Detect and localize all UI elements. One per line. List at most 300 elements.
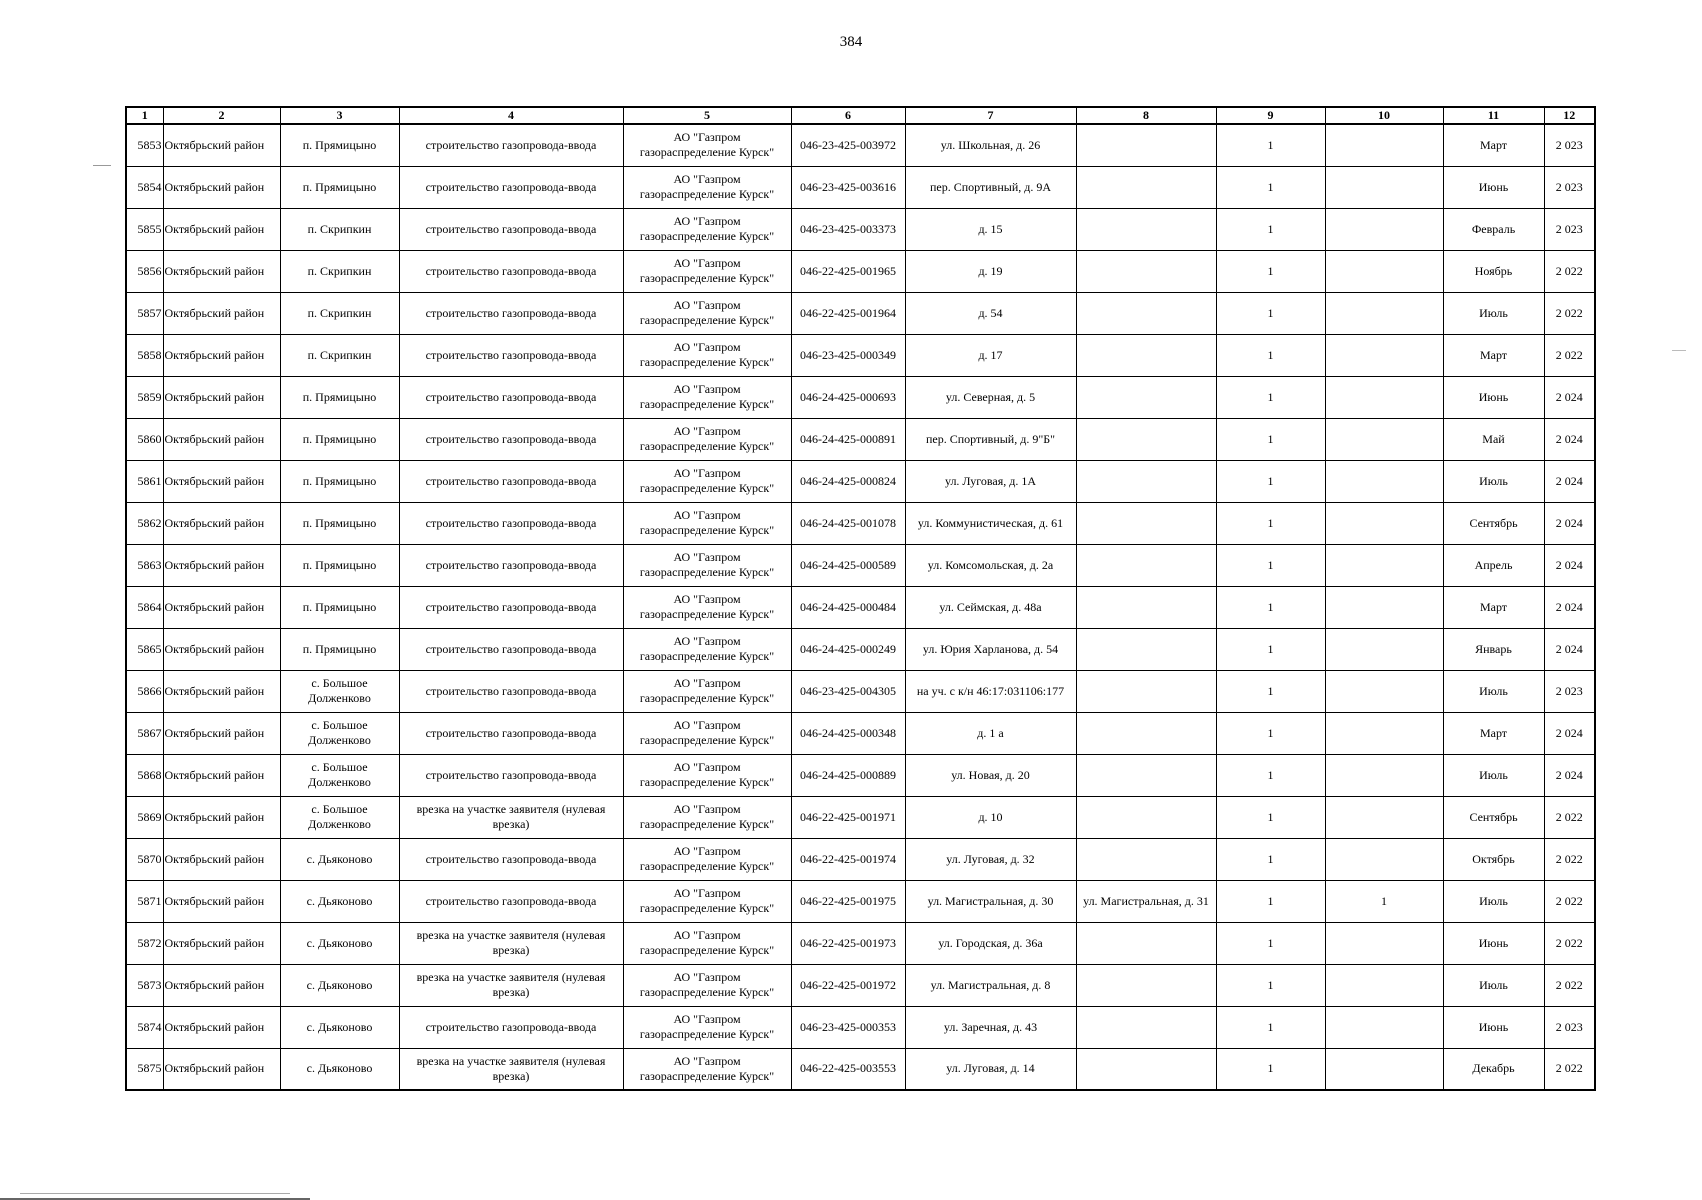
organization-cell: АО "Газпром газораспределение Курск"	[623, 922, 791, 964]
quantity-cell: 1	[1216, 544, 1325, 586]
district-cell: Октябрьский район	[163, 334, 280, 376]
column-header: 2	[163, 107, 280, 124]
address-cell: ул. Заречная, д. 43	[905, 1006, 1076, 1048]
settlement-cell: с. Дьяконово	[280, 1006, 399, 1048]
row-number-cell: 5873	[126, 964, 163, 1006]
organization-cell: АО "Газпром газораспределение Курск"	[623, 712, 791, 754]
table-row	[126, 334, 1595, 376]
work-type-cell: строительство газопровода-ввода	[399, 670, 623, 712]
organization-cell: АО "Газпром газораспределение Курск"	[623, 838, 791, 880]
table-row	[126, 502, 1595, 544]
work-type-cell: строительство газопровода-ввода	[399, 838, 623, 880]
work-type-cell: врезка на участке заявителя (нулевая врезка)	[399, 1048, 623, 1090]
row-number-cell: 5862	[126, 502, 163, 544]
organization-cell: АО "Газпром газораспределение Курск"	[623, 796, 791, 838]
additional-address-cell	[1076, 124, 1216, 166]
settlement-cell: с. Большое Долженково	[280, 670, 399, 712]
row-number-cell: 5856	[126, 250, 163, 292]
month-cell: Июль	[1443, 964, 1544, 1006]
application-code-cell: 046-24-425-000589	[791, 544, 905, 586]
year-cell: 2 022	[1544, 334, 1595, 376]
month-cell: Июль	[1443, 460, 1544, 502]
row-number-cell: 5863	[126, 544, 163, 586]
work-type-cell: строительство газопровода-ввода	[399, 586, 623, 628]
additional-address-cell	[1076, 628, 1216, 670]
row-number-cell: 5875	[126, 1048, 163, 1090]
row-number-cell: 5860	[126, 418, 163, 460]
quantity-cell: 1	[1216, 880, 1325, 922]
year-cell: 2 023	[1544, 208, 1595, 250]
district-cell: Октябрьский район	[163, 796, 280, 838]
district-cell: Октябрьский район	[163, 166, 280, 208]
address-cell: ул. Сеймская, д. 48а	[905, 586, 1076, 628]
quantity-cell: 1	[1216, 628, 1325, 670]
table-row	[126, 712, 1595, 754]
work-type-cell: строительство газопровода-ввода	[399, 166, 623, 208]
column-header: 12	[1544, 107, 1595, 124]
quantity-cell: 1	[1216, 166, 1325, 208]
address-cell: ул. Новая, д. 20	[905, 754, 1076, 796]
column-number-header-row	[126, 107, 1595, 124]
district-cell: Октябрьский район	[163, 754, 280, 796]
month-cell: Июнь	[1443, 376, 1544, 418]
address-cell: пер. Спортивный, д. 9"Б"	[905, 418, 1076, 460]
application-code-cell: 046-22-425-001972	[791, 964, 905, 1006]
additional-address-cell	[1076, 292, 1216, 334]
year-cell: 2 022	[1544, 250, 1595, 292]
additional-address-cell	[1076, 460, 1216, 502]
year-cell: 2 022	[1544, 796, 1595, 838]
month-cell: Сентябрь	[1443, 796, 1544, 838]
address-cell: д. 15	[905, 208, 1076, 250]
address-cell: ул. Школьная, д. 26	[905, 124, 1076, 166]
year-cell: 2 022	[1544, 292, 1595, 334]
row-number-cell: 5871	[126, 880, 163, 922]
address-cell: д. 10	[905, 796, 1076, 838]
scan-artifact-edge	[20, 1193, 290, 1194]
work-type-cell: строительство газопровода-ввода	[399, 628, 623, 670]
row-number-cell: 5866	[126, 670, 163, 712]
additional-quantity-cell	[1325, 670, 1443, 712]
additional-address-cell	[1076, 922, 1216, 964]
year-cell: 2 023	[1544, 166, 1595, 208]
column-header: 1	[126, 107, 163, 124]
additional-quantity-cell	[1325, 544, 1443, 586]
column-header: 8	[1076, 107, 1216, 124]
quantity-cell: 1	[1216, 208, 1325, 250]
additional-quantity-cell	[1325, 586, 1443, 628]
table-row	[126, 838, 1595, 880]
quantity-cell: 1	[1216, 922, 1325, 964]
district-cell: Октябрьский район	[163, 586, 280, 628]
address-cell: д. 1 а	[905, 712, 1076, 754]
settlement-cell: п. Скрипкин	[280, 292, 399, 334]
table-row	[126, 796, 1595, 838]
settlement-cell: с. Дьяконово	[280, 922, 399, 964]
row-number-cell: 5870	[126, 838, 163, 880]
month-cell: Октябрь	[1443, 838, 1544, 880]
application-code-cell: 046-24-425-001078	[791, 502, 905, 544]
address-cell: ул. Магистральная, д. 30	[905, 880, 1076, 922]
address-cell: пер. Спортивный, д. 9А	[905, 166, 1076, 208]
address-cell: ул. Комсомольская, д. 2а	[905, 544, 1076, 586]
additional-quantity-cell	[1325, 166, 1443, 208]
additional-quantity-cell	[1325, 250, 1443, 292]
additional-address-cell	[1076, 1006, 1216, 1048]
address-cell: ул. Луговая, д. 1А	[905, 460, 1076, 502]
additional-quantity-cell	[1325, 376, 1443, 418]
row-number-cell: 5859	[126, 376, 163, 418]
settlement-cell: п. Прямицыно	[280, 544, 399, 586]
address-cell: на уч. с к/н 46:17:031106:177	[905, 670, 1076, 712]
scan-artifact-line	[93, 165, 111, 166]
month-cell: Март	[1443, 586, 1544, 628]
column-header: 4	[399, 107, 623, 124]
application-code-cell: 046-24-425-000484	[791, 586, 905, 628]
address-cell: ул. Магистральная, д. 8	[905, 964, 1076, 1006]
additional-address-cell	[1076, 502, 1216, 544]
row-number-cell: 5869	[126, 796, 163, 838]
month-cell: Февраль	[1443, 208, 1544, 250]
year-cell: 2 024	[1544, 712, 1595, 754]
district-cell: Октябрьский район	[163, 1006, 280, 1048]
organization-cell: АО "Газпром газораспределение Курск"	[623, 754, 791, 796]
work-type-cell: строительство газопровода-ввода	[399, 250, 623, 292]
district-cell: Октябрьский район	[163, 460, 280, 502]
additional-quantity-cell	[1325, 964, 1443, 1006]
address-cell: д. 54	[905, 292, 1076, 334]
quantity-cell: 1	[1216, 334, 1325, 376]
year-cell: 2 024	[1544, 754, 1595, 796]
additional-quantity-cell	[1325, 1048, 1443, 1090]
year-cell: 2 024	[1544, 544, 1595, 586]
column-header: 7	[905, 107, 1076, 124]
organization-cell: АО "Газпром газораспределение Курск"	[623, 208, 791, 250]
quantity-cell: 1	[1216, 712, 1325, 754]
table-row	[126, 544, 1595, 586]
month-cell: Сентябрь	[1443, 502, 1544, 544]
settlement-cell: п. Прямицыно	[280, 376, 399, 418]
additional-address-cell	[1076, 376, 1216, 418]
organization-cell: АО "Газпром газораспределение Курск"	[623, 880, 791, 922]
table-row	[126, 208, 1595, 250]
settlement-cell: с. Дьяконово	[280, 1048, 399, 1090]
work-type-cell: врезка на участке заявителя (нулевая врезка)	[399, 796, 623, 838]
column-header: 11	[1443, 107, 1544, 124]
application-code-cell: 046-24-425-000891	[791, 418, 905, 460]
column-header: 6	[791, 107, 905, 124]
year-cell: 2 024	[1544, 586, 1595, 628]
application-code-cell: 046-22-425-001964	[791, 292, 905, 334]
additional-address-cell	[1076, 796, 1216, 838]
district-cell: Октябрьский район	[163, 880, 280, 922]
quantity-cell: 1	[1216, 754, 1325, 796]
row-number-cell: 5858	[126, 334, 163, 376]
year-cell: 2 023	[1544, 1006, 1595, 1048]
application-code-cell: 046-23-425-003373	[791, 208, 905, 250]
additional-address-cell	[1076, 208, 1216, 250]
quantity-cell: 1	[1216, 250, 1325, 292]
month-cell: Январь	[1443, 628, 1544, 670]
year-cell: 2 022	[1544, 1048, 1595, 1090]
organization-cell: АО "Газпром газораспределение Курск"	[623, 586, 791, 628]
month-cell: Июнь	[1443, 166, 1544, 208]
work-type-cell: врезка на участке заявителя (нулевая врезка)	[399, 964, 623, 1006]
quantity-cell: 1	[1216, 1006, 1325, 1048]
additional-quantity-cell	[1325, 418, 1443, 460]
table-row	[126, 292, 1595, 334]
work-type-cell: врезка на участке заявителя (нулевая врезка)	[399, 922, 623, 964]
additional-address-cell	[1076, 670, 1216, 712]
district-cell: Октябрьский район	[163, 376, 280, 418]
additional-address-cell	[1076, 418, 1216, 460]
organization-cell: АО "Газпром газораспределение Курск"	[623, 628, 791, 670]
year-cell: 2 024	[1544, 460, 1595, 502]
quantity-cell: 1	[1216, 670, 1325, 712]
application-code-cell: 046-23-425-004305	[791, 670, 905, 712]
row-number-cell: 5854	[126, 166, 163, 208]
table-row	[126, 880, 1595, 922]
quantity-cell: 1	[1216, 292, 1325, 334]
month-cell: Июль	[1443, 880, 1544, 922]
address-cell: ул. Северная, д. 5	[905, 376, 1076, 418]
work-type-cell: строительство газопровода-ввода	[399, 544, 623, 586]
additional-address-cell	[1076, 754, 1216, 796]
district-cell: Октябрьский район	[163, 922, 280, 964]
application-code-cell: 046-23-425-000353	[791, 1006, 905, 1048]
row-number-cell: 5867	[126, 712, 163, 754]
work-type-cell: строительство газопровода-ввода	[399, 124, 623, 166]
application-code-cell: 046-22-425-001971	[791, 796, 905, 838]
row-number-cell: 5861	[126, 460, 163, 502]
table-row	[126, 376, 1595, 418]
application-code-cell: 046-22-425-001975	[791, 880, 905, 922]
work-type-cell: строительство газопровода-ввода	[399, 754, 623, 796]
table-row	[126, 754, 1595, 796]
additional-address-cell	[1076, 334, 1216, 376]
month-cell: Март	[1443, 124, 1544, 166]
additional-quantity-cell	[1325, 460, 1443, 502]
organization-cell: АО "Газпром газораспределение Курск"	[623, 334, 791, 376]
table-row	[126, 628, 1595, 670]
address-cell: ул. Луговая, д. 32	[905, 838, 1076, 880]
registry-table	[125, 106, 1596, 1091]
address-cell: ул. Городская, д. 36а	[905, 922, 1076, 964]
application-code-cell: 046-23-425-003616	[791, 166, 905, 208]
settlement-cell: п. Скрипкин	[280, 250, 399, 292]
page-number: 384	[839, 34, 863, 50]
organization-cell: АО "Газпром газораспределение Курск"	[623, 964, 791, 1006]
table-row	[126, 586, 1595, 628]
row-number-cell: 5874	[126, 1006, 163, 1048]
organization-cell: АО "Газпром газораспределение Курск"	[623, 460, 791, 502]
month-cell: Июль	[1443, 754, 1544, 796]
additional-address-cell	[1076, 586, 1216, 628]
settlement-cell: п. Скрипкин	[280, 334, 399, 376]
additional-address-cell: ул. Магистральная, д. 31	[1076, 880, 1216, 922]
organization-cell: АО "Газпром газораспределение Курск"	[623, 418, 791, 460]
quantity-cell: 1	[1216, 124, 1325, 166]
work-type-cell: строительство газопровода-ввода	[399, 418, 623, 460]
additional-quantity-cell	[1325, 838, 1443, 880]
work-type-cell: строительство газопровода-ввода	[399, 712, 623, 754]
additional-quantity-cell	[1325, 712, 1443, 754]
settlement-cell: с. Большое Долженково	[280, 712, 399, 754]
additional-address-cell	[1076, 166, 1216, 208]
quantity-cell: 1	[1216, 796, 1325, 838]
additional-quantity-cell	[1325, 334, 1443, 376]
address-cell: д. 17	[905, 334, 1076, 376]
table-row	[126, 460, 1595, 502]
application-code-cell: 046-24-425-000348	[791, 712, 905, 754]
additional-quantity-cell: 1	[1325, 880, 1443, 922]
additional-address-cell	[1076, 712, 1216, 754]
year-cell: 2 024	[1544, 628, 1595, 670]
column-header: 5	[623, 107, 791, 124]
row-number-cell: 5872	[126, 922, 163, 964]
organization-cell: АО "Газпром газораспределение Курск"	[623, 670, 791, 712]
settlement-cell: п. Прямицыно	[280, 628, 399, 670]
address-cell: д. 19	[905, 250, 1076, 292]
year-cell: 2 023	[1544, 124, 1595, 166]
application-code-cell: 046-24-425-000824	[791, 460, 905, 502]
district-cell: Октябрьский район	[163, 964, 280, 1006]
settlement-cell: п. Прямицыно	[280, 460, 399, 502]
settlement-cell: с. Дьяконово	[280, 838, 399, 880]
month-cell: Март	[1443, 712, 1544, 754]
additional-quantity-cell	[1325, 628, 1443, 670]
additional-address-cell	[1076, 838, 1216, 880]
table-row	[126, 124, 1595, 166]
district-cell: Октябрьский район	[163, 544, 280, 586]
organization-cell: АО "Газпром газораспределение Курск"	[623, 250, 791, 292]
additional-quantity-cell	[1325, 292, 1443, 334]
address-cell: ул. Коммунистическая, д. 61	[905, 502, 1076, 544]
year-cell: 2 023	[1544, 670, 1595, 712]
settlement-cell: п. Прямицыно	[280, 124, 399, 166]
column-header: 3	[280, 107, 399, 124]
year-cell: 2 024	[1544, 502, 1595, 544]
month-cell: Апрель	[1443, 544, 1544, 586]
month-cell: Март	[1443, 334, 1544, 376]
month-cell: Июль	[1443, 670, 1544, 712]
application-code-cell: 046-24-425-000249	[791, 628, 905, 670]
quantity-cell: 1	[1216, 460, 1325, 502]
organization-cell: АО "Газпром газораспределение Курск"	[623, 544, 791, 586]
district-cell: Октябрьский район	[163, 250, 280, 292]
settlement-cell: п. Скрипкин	[280, 208, 399, 250]
work-type-cell: строительство газопровода-ввода	[399, 208, 623, 250]
organization-cell: АО "Газпром газораспределение Курск"	[623, 1006, 791, 1048]
quantity-cell: 1	[1216, 502, 1325, 544]
table-row	[126, 418, 1595, 460]
row-number-cell: 5855	[126, 208, 163, 250]
application-code-cell: 046-23-425-000349	[791, 334, 905, 376]
quantity-cell: 1	[1216, 1048, 1325, 1090]
month-cell: Декабрь	[1443, 1048, 1544, 1090]
settlement-cell: с. Большое Долженково	[280, 796, 399, 838]
column-header: 9	[1216, 107, 1325, 124]
table-row	[126, 250, 1595, 292]
row-number-cell: 5853	[126, 124, 163, 166]
month-cell: Ноябрь	[1443, 250, 1544, 292]
settlement-cell: п. Прямицыно	[280, 166, 399, 208]
table-row	[126, 670, 1595, 712]
application-code-cell: 046-24-425-000693	[791, 376, 905, 418]
organization-cell: АО "Газпром газораспределение Курск"	[623, 1048, 791, 1090]
application-code-cell: 046-22-425-001965	[791, 250, 905, 292]
additional-quantity-cell	[1325, 124, 1443, 166]
quantity-cell: 1	[1216, 376, 1325, 418]
work-type-cell: строительство газопровода-ввода	[399, 502, 623, 544]
district-cell: Октябрьский район	[163, 418, 280, 460]
year-cell: 2 022	[1544, 838, 1595, 880]
month-cell: Июль	[1443, 292, 1544, 334]
district-cell: Октябрьский район	[163, 292, 280, 334]
application-code-cell: 046-22-425-001973	[791, 922, 905, 964]
district-cell: Октябрьский район	[163, 628, 280, 670]
table-body	[126, 124, 1595, 1090]
application-code-cell: 046-22-425-001974	[791, 838, 905, 880]
quantity-cell: 1	[1216, 838, 1325, 880]
application-code-cell: 046-22-425-003553	[791, 1048, 905, 1090]
quantity-cell: 1	[1216, 418, 1325, 460]
district-cell: Октябрьский район	[163, 502, 280, 544]
application-code-cell: 046-23-425-003972	[791, 124, 905, 166]
work-type-cell: строительство газопровода-ввода	[399, 1006, 623, 1048]
additional-address-cell	[1076, 1048, 1216, 1090]
additional-address-cell	[1076, 250, 1216, 292]
month-cell: Июнь	[1443, 1006, 1544, 1048]
district-cell: Октябрьский район	[163, 838, 280, 880]
settlement-cell: п. Прямицыно	[280, 418, 399, 460]
table-row	[126, 964, 1595, 1006]
year-cell: 2 022	[1544, 964, 1595, 1006]
table-row	[126, 1006, 1595, 1048]
additional-quantity-cell	[1325, 796, 1443, 838]
address-cell: ул. Луговая, д. 14	[905, 1048, 1076, 1090]
row-number-cell: 5868	[126, 754, 163, 796]
year-cell: 2 024	[1544, 376, 1595, 418]
settlement-cell: с. Дьяконово	[280, 880, 399, 922]
application-code-cell: 046-24-425-000889	[791, 754, 905, 796]
work-type-cell: строительство газопровода-ввода	[399, 880, 623, 922]
column-header: 10	[1325, 107, 1443, 124]
organization-cell: АО "Газпром газораспределение Курск"	[623, 124, 791, 166]
organization-cell: АО "Газпром газораспределение Курск"	[623, 502, 791, 544]
additional-quantity-cell	[1325, 502, 1443, 544]
additional-quantity-cell	[1325, 922, 1443, 964]
additional-address-cell	[1076, 964, 1216, 1006]
additional-quantity-cell	[1325, 754, 1443, 796]
additional-quantity-cell	[1325, 1006, 1443, 1048]
settlement-cell: п. Прямицыно	[280, 586, 399, 628]
settlement-cell: с. Дьяконово	[280, 964, 399, 1006]
month-cell: Июнь	[1443, 922, 1544, 964]
year-cell: 2 022	[1544, 880, 1595, 922]
quantity-cell: 1	[1216, 586, 1325, 628]
work-type-cell: строительство газопровода-ввода	[399, 376, 623, 418]
additional-quantity-cell	[1325, 208, 1443, 250]
organization-cell: АО "Газпром газораспределение Курск"	[623, 376, 791, 418]
district-cell: Октябрьский район	[163, 208, 280, 250]
district-cell: Октябрьский район	[163, 712, 280, 754]
work-type-cell: строительство газопровода-ввода	[399, 334, 623, 376]
settlement-cell: п. Прямицыно	[280, 502, 399, 544]
year-cell: 2 022	[1544, 922, 1595, 964]
table-row	[126, 922, 1595, 964]
district-cell: Октябрьский район	[163, 1048, 280, 1090]
